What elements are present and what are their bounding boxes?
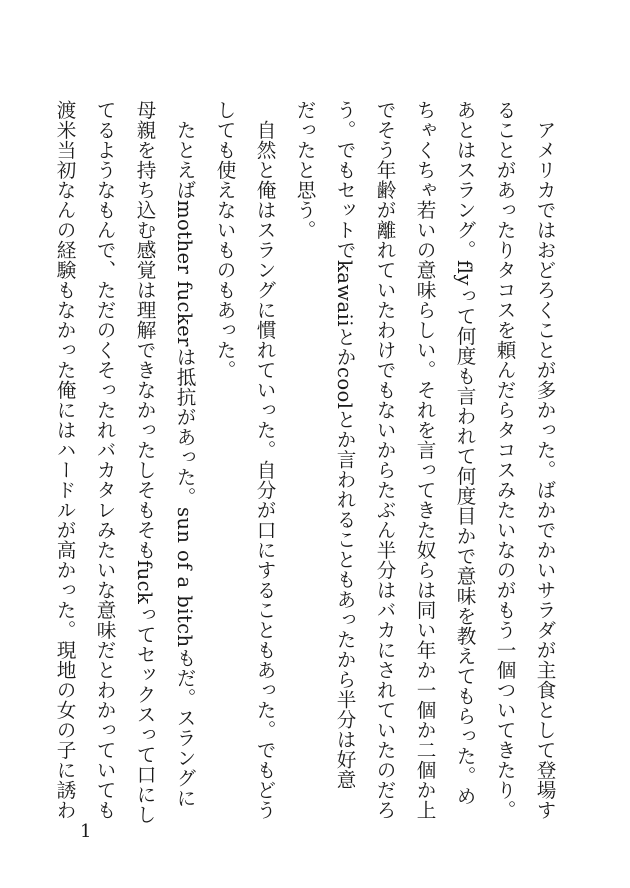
text-line-11: 母親を持ち込む感覚は理解できなかったしそもそもfuckってセックスって口にし xyxy=(133,100,156,825)
text-line-9: しても使えないものもあった。 xyxy=(213,100,236,380)
body-text xyxy=(44,100,564,825)
text-line-1: アメリカではおどろくことが多かった。ばかでかいサラダが主食として登場す xyxy=(533,100,556,820)
text-line-3: あとはスラング。flyって何度も言われて何度目かで意味を教えてもらった。め xyxy=(453,100,476,806)
text-line-4: ちゃくちゃ若いの意味らしい。それを言ってきた奴らは同い年か一個か二個か上 xyxy=(413,100,436,820)
text-line-5: でそう年齢が離れていたわけでもないからたぶん半分はバカにされていたのだろ xyxy=(373,100,396,820)
text-line-2: ることがあったりタコスを頼んだらタコスみたいなのがもう一個ついてきたり。 xyxy=(493,100,516,820)
text-line-7: だったと思う。 xyxy=(293,100,316,240)
text-line-8: 自然と俺はスラングに慣れていった。自分が口にすることもあった。でもどう xyxy=(253,100,276,820)
text-line-6: う。でもセットでkawaiiとかcoolとか言われることもあったから半分は好意 xyxy=(333,100,356,790)
text-line-10: たとえばmother fuckerは抵抗があった。sun of a bitchもだ。スラングに xyxy=(173,100,196,808)
text-line-12: てるようなもんで、ただのくそったれバカタレみたいな意味だとわかっていても xyxy=(93,100,116,820)
text-line-13: 渡米当初なんの経験もなかった俺にはハードルが高かった。現地の女の子に誘わ xyxy=(53,100,76,820)
page-number: 1 xyxy=(80,821,92,842)
